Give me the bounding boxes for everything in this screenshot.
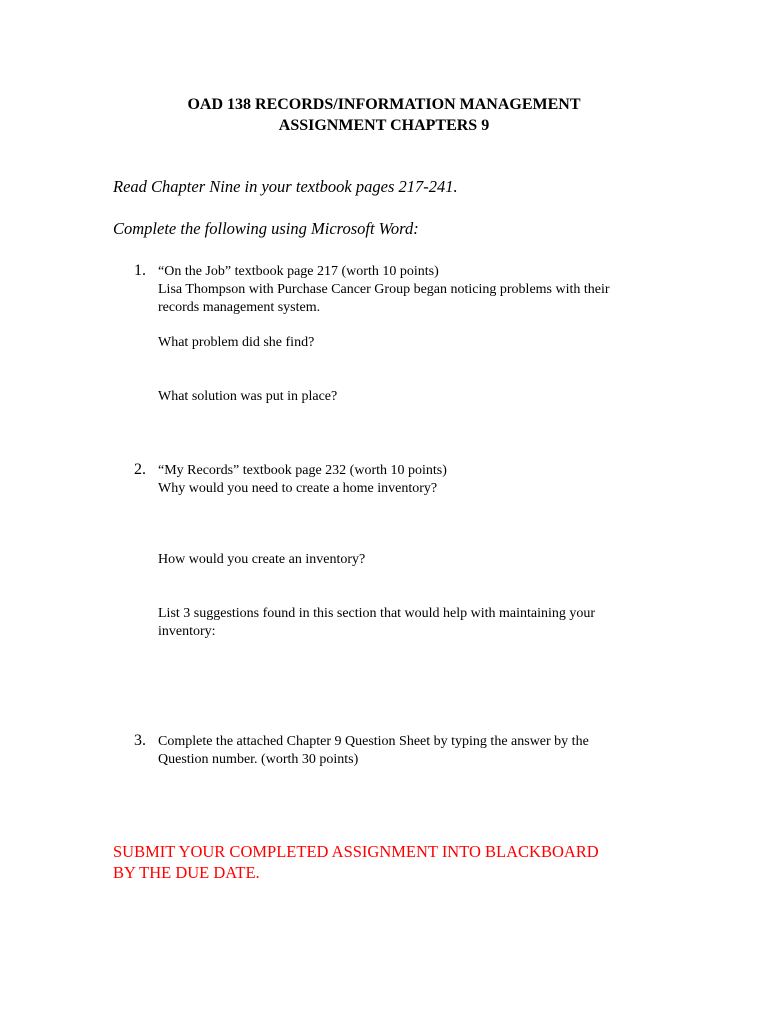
item-1-number: 1. — [134, 262, 146, 279]
item-2-question-2: How would you create an inventory? — [158, 552, 366, 567]
item-2-heading: “My Records” textbook page 232 (worth 10 points) — [158, 463, 447, 478]
reading-instruction: Read Chapter Nine in your textbook pages 217-241. — [113, 177, 458, 196]
submit-notice — [113, 841, 673, 883]
submit-notice-line-1: SUBMIT YOUR COMPLETED ASSIGNMENT INTO BLACKBOARD — [113, 842, 599, 861]
completion-instruction: Complete the following using Microsoft Word: — [113, 219, 419, 238]
item-2-number: 2. — [134, 461, 146, 478]
item-2-question-3-line-2: inventory: — [158, 624, 216, 639]
item-3-text-line-2: Question number. (worth 30 points) — [158, 752, 359, 767]
item-1-heading: “On the Job” textbook page 217 (worth 10 points) — [158, 264, 439, 279]
item-1-question-1: What problem did she find? — [158, 335, 315, 350]
item-1-body — [158, 263, 658, 317]
document-title-line-1: OAD 138 RECORDS/INFORMATION MANAGEMENT — [187, 96, 581, 113]
item-3-number: 3. — [134, 732, 146, 749]
item-2-question-3-line-1: List 3 suggestions found in this section that would help with maintaining your — [158, 606, 596, 621]
item-2-body — [158, 462, 658, 498]
item-3-text-line-1: Complete the attached Chapter 9 Question Sheet by typing the answer by the — [158, 734, 589, 749]
item-1-text-line-2: records management system. — [158, 300, 321, 315]
item-1-question-2: What solution was put in place? — [158, 389, 338, 404]
item-3-body — [158, 733, 658, 769]
document-title-line-2: ASSIGNMENT CHAPTERS 9 — [278, 117, 490, 134]
submit-notice-line-2: BY THE DUE DATE. — [113, 863, 260, 882]
item-2-question-3 — [158, 605, 658, 641]
item-1-text-line-1: Lisa Thompson with Purchase Cancer Group began noticing problems with their — [158, 282, 610, 297]
item-2-question-1: Why would you need to create a home inventory? — [158, 481, 438, 496]
